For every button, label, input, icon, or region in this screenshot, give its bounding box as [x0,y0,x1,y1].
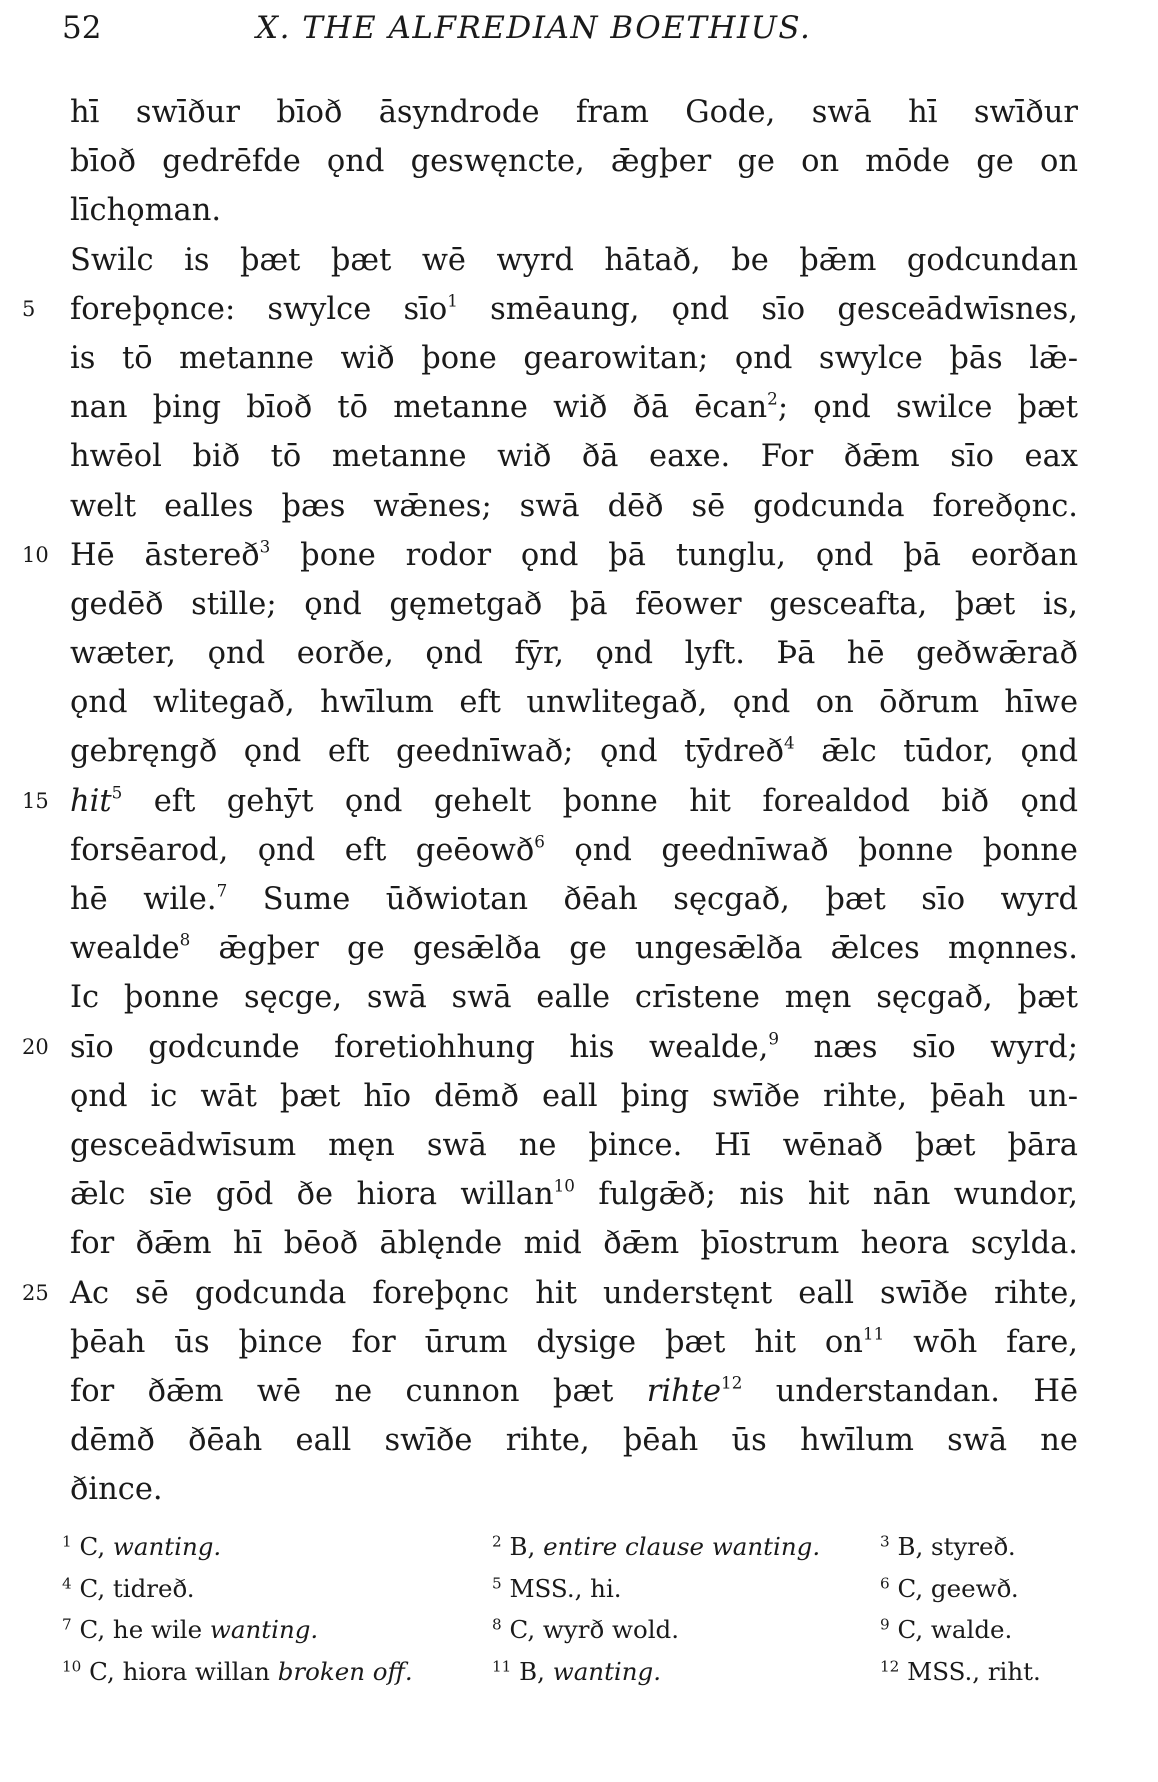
text-segment: C, wyrð wold. [509,1615,680,1644]
body-text [22,88,1079,1514]
line-number: 15 [22,788,49,813]
footnote [62,1526,221,1568]
footnote-ref: 3 [259,536,271,557]
text-segment: C, [79,1532,113,1561]
footnote-number: 11 [492,1657,512,1676]
text-line [70,1219,1078,1268]
italic-text: wanting. [552,1656,662,1686]
text-segment: ǣlc tūdor, ǫnd [794,734,1078,770]
text-segment: MSS., riht. [907,1656,1041,1686]
footnote-ref: 9 [768,1027,779,1048]
italic-text: hit [70,783,112,819]
footnote-row [62,1609,1072,1651]
text-segment: C, he wile [79,1615,210,1644]
text-line [22,777,1078,826]
text-line [70,482,1078,531]
text-segment: is tō metanne wið þone gearowitan; ǫnd swylce þās lǣ- [70,340,1078,376]
text-segment: forsēarod, ǫnd eft geēowð [70,832,535,868]
footnote-row [62,1568,1072,1610]
text-line [70,924,1078,973]
footnote-ref: 12 [721,1372,743,1393]
text-segment: sīo godcunde foretiohhung his wealde, [70,1029,769,1065]
footnote-number: 6 [880,1574,890,1593]
text-segment: smēaung, ǫnd sīo gesceādwīsnes, [457,291,1078,327]
footnote-ref: 2 [767,388,778,409]
footnote [62,1609,318,1651]
text-line [70,678,1078,727]
page-number: 52 [62,10,102,46]
italic-text: broken off. [277,1656,413,1686]
footnote-ref: 7 [216,880,228,901]
text-segment: gebręngð ǫnd eft geednīwað; ǫnd tȳdreð [70,734,784,770]
footnote-ref: 10 [553,1175,575,1196]
text-segment: hwēol bið tō metanne wið ðā eaxe. For ðǣm sīo eax [70,439,1078,475]
text-line [70,1072,1078,1121]
text-segment: understandan. Hē [742,1373,1079,1409]
text-line [70,137,1078,186]
text-segment: næs sīo wyrd; [779,1029,1078,1065]
text-segment: ǣgþer ge gesǣlða ge ungesǣlða ǣlces mǫnnes. [190,931,1078,967]
text-segment: C, hiora willan [89,1656,278,1686]
text-line [70,1416,1078,1465]
text-segment: hē wile. [70,882,217,917]
text-segment: wealde [70,931,180,967]
text-segment: C, tidreð. [79,1573,195,1603]
text-segment: B, styreð. [897,1532,1016,1561]
footnote [492,1526,820,1568]
text-segment: ǫnd ic wāt þæt hīo dēmð eall þing swīðe rihte, þēah un- [70,1078,1078,1114]
footnote-row [62,1526,1072,1568]
text-segment: fulgǣð; nis hit nān wundor, [574,1177,1079,1213]
footnotes [62,1526,1072,1692]
running-title: X. THE ALFREDIAN BOETHIUS. [256,10,812,46]
text-line [70,1465,1078,1514]
text-segment: wæter, ǫnd eorðe, ǫnd fȳr, ǫnd lyft. Þā hē geðwǣrað [70,636,1078,672]
text-line [70,1121,1078,1170]
text-segment: C, geewð. [897,1573,1019,1603]
text-segment: eft gehȳt ǫnd gehelt þonne hit forealdod bið ǫnd [122,783,1078,819]
italic-text: wanting. [209,1615,319,1644]
text-segment: þēah ūs þince for ūrum dysige þæt hit on [70,1324,863,1360]
footnote [492,1568,622,1610]
text-segment: Ic þonne sęcge, swā swā ealle crīstene męn sęcgað, þæt [70,980,1078,1016]
italic-text: rihte [646,1373,722,1409]
footnote [492,1609,679,1651]
text-line [22,1023,1078,1072]
page-header [62,6,1062,50]
text-segment: B, [519,1656,553,1686]
line-number: 20 [22,1034,49,1059]
text-line [70,432,1078,481]
text-line [70,1318,1078,1367]
text-segment: gesceādwīsum męn swā ne þince. Hī wēnað þæt þāra [70,1127,1078,1163]
text-line [70,1170,1078,1219]
text-segment: ðince. [70,1472,163,1508]
text-segment: Hē āstereð [70,537,260,573]
footnote [880,1609,1012,1651]
text-segment: hī swīður bīoð āsyndrode fram Gode, swā hī swīður [70,95,1078,130]
footnote-ref: 8 [179,929,191,950]
text-segment: C, walde. [897,1615,1013,1644]
text-segment: līchǫman. [70,193,222,229]
text-line [70,973,1078,1022]
text-segment: ; ǫnd swilce þæt [777,390,1078,426]
footnote-number: 8 [492,1615,502,1634]
footnote [492,1651,661,1693]
footnote-ref: 6 [534,831,545,852]
text-segment: Ac sē godcunda foreþǫnc hit understęnt eall swīðe rihte, [70,1275,1078,1311]
text-line [70,826,1078,875]
text-segment: nan þing bīoð tō metanne wið ðā ēcan [70,390,768,426]
footnote [62,1651,413,1693]
text-segment: Sume ūðwiotan ðēah sęcgað, þæt sīo wyrd [227,882,1079,917]
text-line [70,580,1078,629]
text-line [22,1269,1078,1318]
text-segment: welt ealles þæs wǣnes; swā dēð sē godcunda foreðǫnc. [70,488,1078,524]
footnote-number: 7 [62,1615,72,1634]
footnote [880,1526,1016,1568]
footnote [880,1651,1041,1693]
text-line [70,383,1078,432]
text-line [70,1367,1078,1416]
text-segment: bīoð gedrēfde ǫnd geswęncte, ǣgþer ge on mōde ge on [70,144,1078,180]
footnote-number: 10 [62,1657,82,1676]
text-segment: ǫnd wlitegað, hwīlum eft unwlitegað, ǫnd on ōðrum hīwe [70,685,1078,721]
footnote [880,1568,1019,1610]
footnote-ref: 11 [862,1323,885,1344]
text-segment: for ðǣm hī bēoð āblęnde mid ðǣm þīostrum heora scylda. [70,1226,1078,1262]
line-number: 25 [22,1280,49,1305]
text-segment: Swilc is þæt þæt wē wyrd hātað, be þǣm godcundan [70,242,1078,278]
text-segment: MSS., hi. [509,1573,622,1603]
footnote-number: 12 [880,1657,900,1676]
footnote-number: 3 [880,1532,890,1551]
text-line [70,186,1078,235]
line-number: 5 [22,296,36,321]
footnote-row [62,1651,1072,1693]
text-line [70,88,1078,137]
text-line [22,531,1079,580]
text-segment: dēmð ðēah eall swīðe rihte, þēah ūs hwīlum swā ne [70,1423,1078,1459]
footnote-number: 2 [492,1532,502,1551]
text-line [70,727,1078,776]
footnote-ref: 5 [111,782,123,803]
italic-text: entire clause wanting. [543,1532,821,1561]
text-line [22,285,1078,334]
text-line [70,334,1078,383]
text-segment: ǣlc sīe gōd ðe hiora willan [70,1177,554,1213]
line-number: 10 [22,542,49,567]
text-line [70,236,1078,285]
text-segment: foreþǫnce: swylce sīo [70,291,448,327]
footnote-number: 1 [62,1532,72,1551]
footnote-number: 5 [492,1574,502,1593]
footnote-ref: 1 [447,290,458,311]
text-line [70,875,1078,924]
footnote-ref: 4 [784,732,795,753]
italic-text: wanting. [112,1532,222,1561]
text-segment: gedēð stille; ǫnd gęmetgað þā fēower gesceafta, þæt is, [70,586,1078,622]
text-segment: for ðǣm wē ne cunnon þæt [70,1373,647,1409]
text-segment: ǫnd geednīwað þonne þonne [544,832,1078,868]
text-line [70,629,1078,678]
text-segment: wōh fare, [884,1324,1078,1360]
text-segment: þone rodor ǫnd þā tunglu, ǫnd þā eorðan [270,537,1079,573]
footnote-number: 9 [880,1615,890,1634]
footnote [62,1568,195,1610]
text-segment: B, [509,1532,544,1561]
footnote-number: 4 [62,1574,72,1593]
